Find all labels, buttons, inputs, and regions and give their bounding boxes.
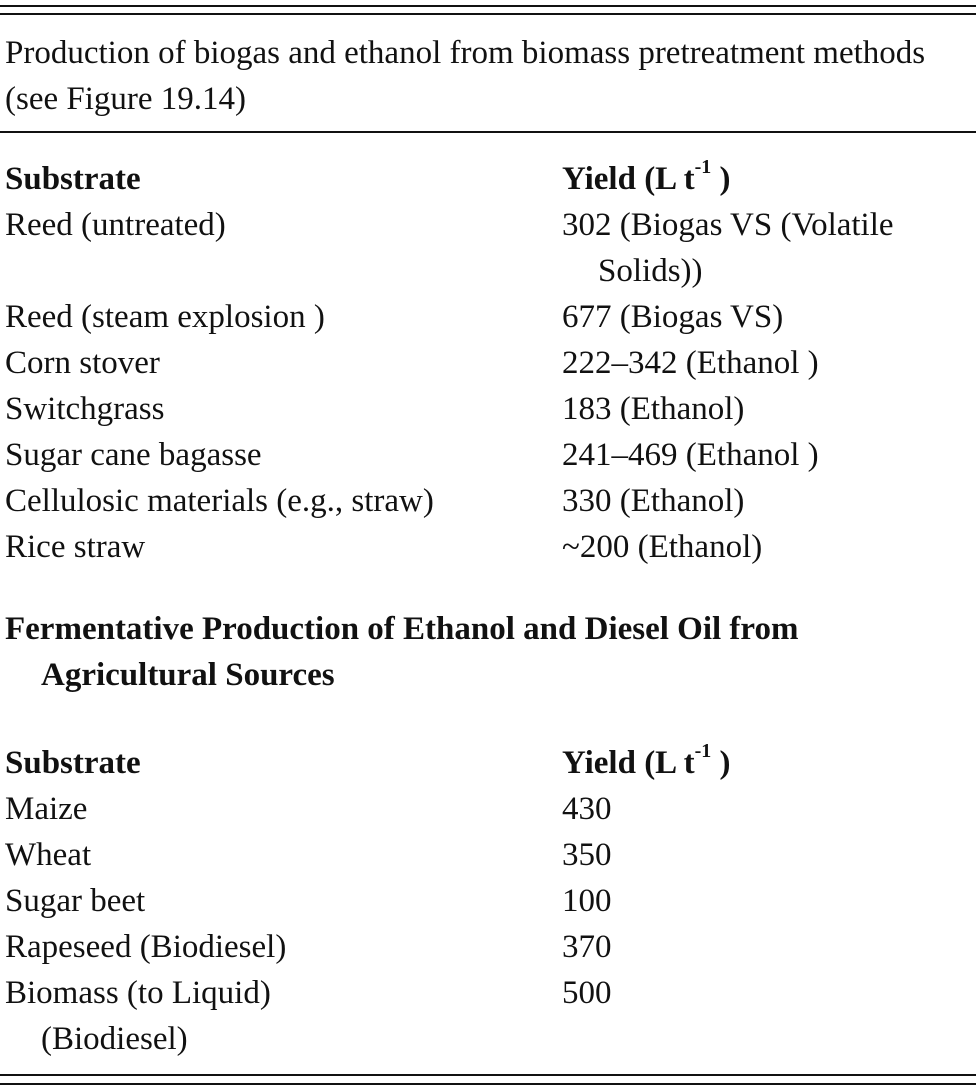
yield-cell: 183 (Ethanol) bbox=[562, 391, 745, 427]
yield-cell: 302 (Biogas VS (Volatile Solids)) bbox=[562, 207, 894, 289]
table-row bbox=[0, 524, 976, 570]
table-row bbox=[0, 924, 976, 970]
yield-cell: 677 (Biogas VS) bbox=[562, 299, 784, 335]
table-row bbox=[0, 386, 976, 432]
substrate-cell: Cellulosic materials (e.g., straw) bbox=[5, 483, 434, 519]
substrate-cell: Maize bbox=[5, 791, 88, 827]
yield-cell: 370 bbox=[562, 929, 612, 965]
biogas-ethanol-table bbox=[0, 156, 976, 570]
yield-cell: 350 bbox=[562, 837, 612, 873]
yield-cell: 330 (Ethanol) bbox=[562, 483, 745, 519]
table-row bbox=[0, 432, 976, 478]
top-rule-inner bbox=[0, 13, 976, 15]
yield-column-header: Yield (L $t^{-1}$ ) bbox=[562, 740, 731, 781]
bottom-rule-inner bbox=[0, 1074, 976, 1076]
yield-cell: 430 bbox=[562, 791, 612, 827]
top-rule-outer bbox=[0, 5, 976, 7]
substrate-column-header: Substrate bbox=[5, 161, 141, 197]
table-header-row bbox=[0, 156, 976, 202]
substrate-cell: Sugar cane bagasse bbox=[5, 437, 262, 473]
substrate-cell: Reed (steam explosion ) bbox=[5, 299, 325, 335]
bottom-rule-outer bbox=[0, 1083, 976, 1085]
table-row bbox=[0, 340, 976, 386]
table-row bbox=[0, 970, 976, 1062]
yield-cell: 222–342 (Ethanol ) bbox=[562, 345, 819, 381]
yield-cell: 100 bbox=[562, 883, 612, 919]
table-row bbox=[0, 478, 976, 524]
table-row bbox=[0, 786, 976, 832]
substrate-cell: Rice straw bbox=[5, 529, 146, 565]
yield-cell: 500 bbox=[562, 975, 612, 1011]
substrate-cell: Sugar beet bbox=[5, 883, 146, 919]
substrate-cell: Corn stover bbox=[5, 345, 160, 381]
substrate-cell: Wheat bbox=[5, 837, 92, 873]
substrate-cell: Rapeseed (Biodiesel) bbox=[5, 929, 287, 965]
table-header-row bbox=[0, 740, 976, 786]
table-caption: Production of biogas and ethanol from biomass pretreatment methods (see Figure 19.14) bbox=[5, 35, 926, 117]
table-row bbox=[0, 878, 976, 924]
fermentative-production-table bbox=[0, 740, 976, 1062]
substrate-column-header: Substrate bbox=[5, 745, 141, 781]
substrate-cell: Biomass (to Liquid) (Biodiesel) bbox=[5, 975, 271, 1057]
substrate-cell: Switchgrass bbox=[5, 391, 165, 427]
table-row bbox=[0, 294, 976, 340]
section-heading: Fermentative Production of Ethanol and Diesel Oil from Agricultural Sources bbox=[5, 611, 799, 693]
table-row bbox=[0, 202, 976, 294]
yield-column-header: Yield (L $t^{-1}$ ) bbox=[562, 156, 731, 197]
caption-rule bbox=[0, 131, 976, 133]
substrate-cell: Reed (untreated) bbox=[5, 207, 226, 243]
yield-cell: ~200 (Ethanol) bbox=[562, 529, 763, 565]
yield-cell: 241–469 (Ethanol ) bbox=[562, 437, 819, 473]
table-row bbox=[0, 832, 976, 878]
